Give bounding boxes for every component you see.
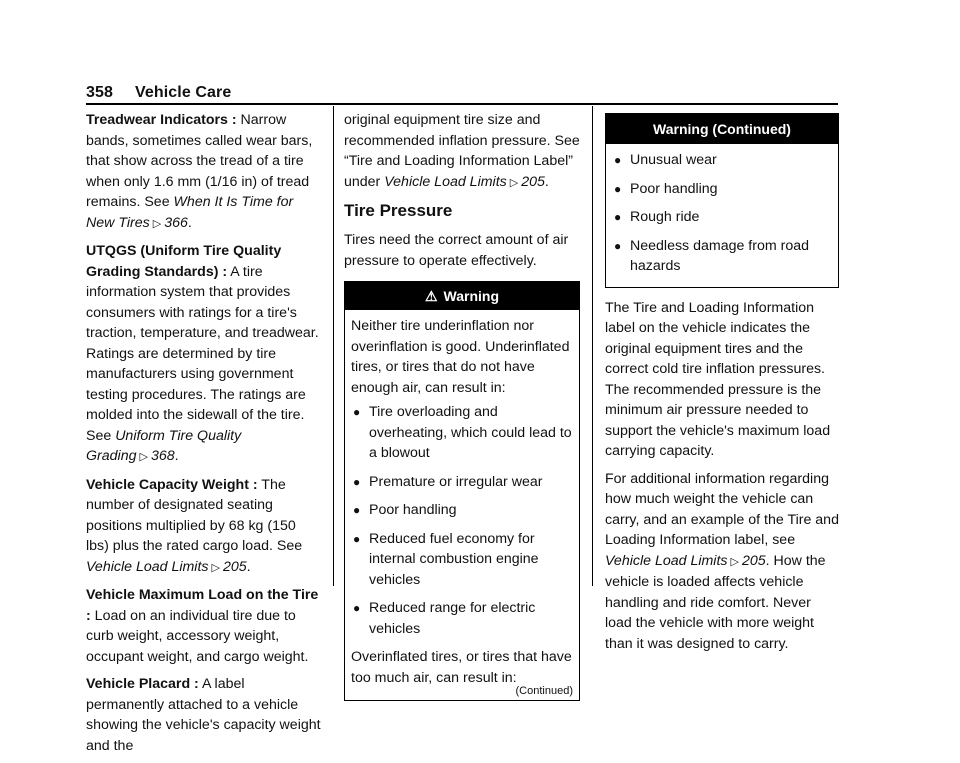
- warning-header: Warning (Continued): [606, 114, 838, 144]
- list-item: ● Unusual wear: [612, 150, 832, 171]
- list-item: ● Premature or irregular wear: [351, 472, 573, 493]
- continued-label: (Continued): [515, 685, 573, 697]
- page-ref-icon: ▷: [152, 217, 162, 230]
- paragraph-additional-info: For additional information regarding how much weight the vehicle can carry, and an example of the Tire and Loading Information label, see Vehicle Load Limits ▷ 205. How the vehicle is loaded affects vehicle handling and ride comfort. Never load the vehicle with more weight than it was designed to carry.: [605, 470, 839, 652]
- link-vehicle-load-limits[interactable]: Vehicle Load Limits: [384, 173, 507, 190]
- warning-list: [612, 150, 832, 277]
- warning-box: [344, 281, 580, 701]
- warning-icon: ⚠: [424, 288, 438, 304]
- warning-box-continued: [605, 113, 839, 288]
- bullet-icon: ●: [614, 210, 622, 224]
- page-header: [86, 84, 231, 102]
- column-3: [605, 113, 839, 661]
- list-item: ● Reduced range for electric vehicles: [353, 600, 536, 637]
- bullet-icon: ●: [353, 405, 361, 419]
- section-title: Vehicle Care: [135, 84, 232, 101]
- paragraph-treadwear: Treadwear Indicators : Narrow bands, sometimes called wear bars, that show across the tread of a tire when only 1.6 mm (1/16 in) of tread remains. See When It Is Time for New Tires ▷ 366.: [86, 112, 313, 231]
- link-vehicle-load-limits[interactable]: Vehicle Load Limits: [86, 558, 209, 575]
- paragraph-max-load: Vehicle Maximum Load on the Tire : Load on an individual tire due to curb weight, accessory weight, occupant weight, and cargo weight.: [86, 587, 319, 665]
- bullet-icon: ●: [614, 181, 622, 196]
- page-ref-icon: ▷: [509, 176, 519, 189]
- warning-list: [351, 402, 573, 639]
- term-max-load: Vehicle Maximum Load on the Tire :: [86, 587, 319, 624]
- warning-outro: Overinflated tires, or tires that have too much air, can result in:: [351, 649, 572, 686]
- page-ref-icon: ▷: [730, 555, 739, 568]
- column-divider-1: [333, 106, 334, 586]
- paragraph-label-info: The Tire and Loading Information label on the vehicle indicates the original equipment tires and the correct cold tire inflation pressures. The recommended pressure is the minimum air pressure needed to support the vehicle's maximum load carrying capacity.: [605, 299, 831, 459]
- column-1: [86, 110, 322, 763]
- paragraph-tire-pressure: Tires need the correct amount of air pressure to operate effectively.: [344, 232, 569, 269]
- paragraph-utqgs: UTQGS (Uniform Tire Quality Grading Standards) : A tire information system that provides consumers with ratings for a tire's traction, temperature, and treadwear. Ratings are determined by tire manufacturers using government testing procedures. The ratings are molded into the sidewall of the tire. See Uniform Tire Quality Grading ▷ 368.: [86, 243, 319, 464]
- bullet-icon: ●: [353, 601, 361, 615]
- term-utqgs: UTQGS (Uniform Tire Quality Grading Standards) :: [86, 243, 282, 280]
- paragraph-capacity-weight: Vehicle Capacity Weight : The number of designated seating positions multiplied by 68 kg (150 lbs) plus the rated cargo load. See Vehicle Load Limits ▷ 205.: [86, 476, 303, 575]
- bullet-icon: ●: [353, 503, 361, 517]
- term-capacity-weight: Vehicle Capacity Weight :: [86, 476, 258, 493]
- paragraph-placard-cont: original equipment tire size and recommended inflation pressure. See “Tire and Loading Information Label” under Vehicle Load Limits ▷ 205.: [344, 112, 580, 190]
- page-ref-icon: ▷: [139, 451, 148, 463]
- list-item: ● Needless damage from road hazards: [614, 237, 810, 274]
- paragraph-placard: Vehicle Placard : A label permanently attached to a vehicle showing the vehicle's capacity weight and the: [86, 676, 321, 754]
- link-vehicle-load-limits[interactable]: Vehicle Load Limits: [605, 552, 728, 569]
- bullet-icon: ●: [614, 153, 622, 167]
- warning-header: ⚠ Warning: [345, 282, 579, 310]
- list-item: ● Poor handling: [612, 179, 832, 200]
- term-placard: Vehicle Placard :: [86, 676, 199, 692]
- list-item: ● Poor handling: [351, 500, 573, 521]
- column-divider-2: [592, 106, 593, 586]
- column-2: [344, 110, 580, 701]
- section-heading: Tire Pressure: [344, 201, 453, 220]
- list-item: ● Tire overloading and overheating, which could lead to a blowout: [353, 404, 572, 461]
- link-tire-quality-grading[interactable]: Uniform Tire Quality Grading: [86, 427, 242, 464]
- warning-intro: Neither tire underinflation nor overinflation is good. Underinflated tires, or tires that do not have enough air, can result in:: [351, 318, 570, 396]
- link-new-tires[interactable]: When It Is Time for New Tires: [86, 194, 294, 231]
- bullet-icon: ●: [353, 531, 361, 546]
- page-number: 358: [86, 84, 113, 101]
- bullet-icon: ●: [353, 474, 361, 489]
- warning-body: [345, 310, 579, 700]
- page-ref-icon: ▷: [211, 561, 220, 574]
- term-treadwear: Treadwear Indicators :: [86, 112, 237, 128]
- warning-body: [606, 144, 838, 287]
- list-item: ● Reduced fuel economy for internal combustion engine vehicles: [353, 530, 539, 588]
- bullet-icon: ●: [614, 238, 622, 253]
- list-item: ● Rough ride: [612, 207, 832, 228]
- header-rule: [86, 103, 838, 105]
